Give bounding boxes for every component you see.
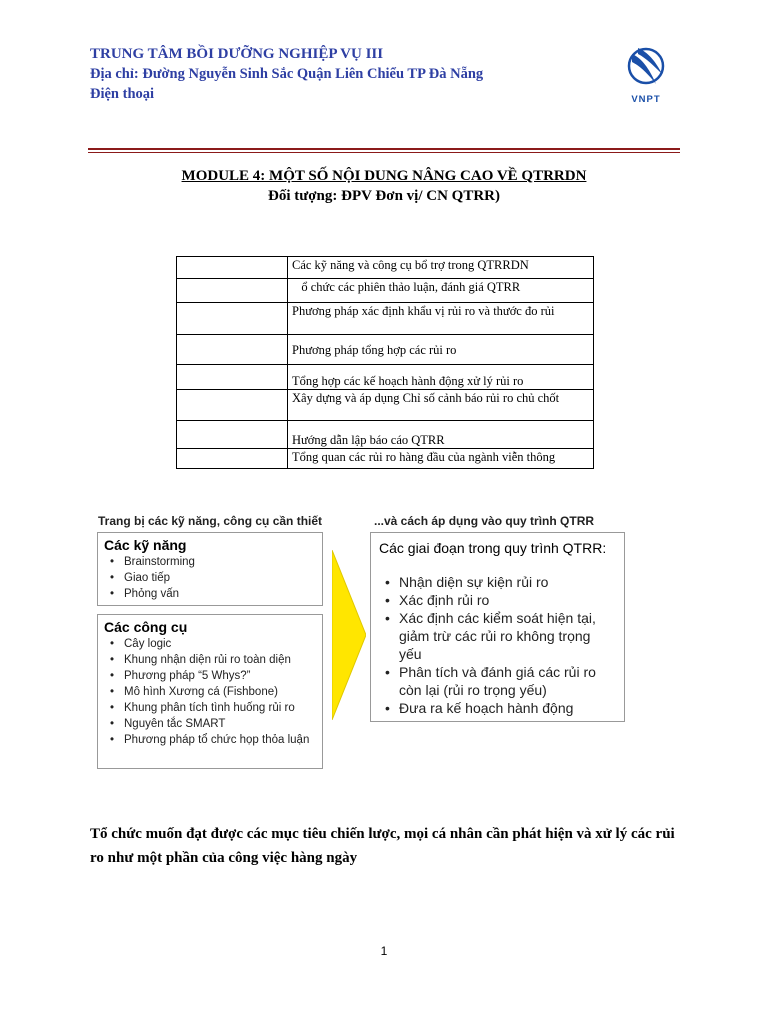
list-item: • Phỏng vấn bbox=[124, 586, 316, 602]
table-cell: Xây dựng và áp dụng Chỉ số cảnh báo rủi ro chủ chốt bbox=[288, 390, 594, 421]
table-cell bbox=[177, 279, 288, 303]
org-phone: Điện thoại bbox=[90, 86, 155, 102]
list-item: • Phân tích và đánh giá các rủi ro còn lại (rủi ro trọng yếu) bbox=[399, 663, 616, 699]
table-cell: Phương pháp xác định khẩu vị rủi ro và thước đo rủi bbox=[288, 303, 594, 335]
list-item: • Khung nhận diện rủi ro toàn diện bbox=[124, 652, 316, 668]
vnpt-logo-icon bbox=[626, 44, 666, 88]
document-header bbox=[90, 44, 610, 104]
table-cell: Tổng hợp các kế hoạch hành động xử lý rủi ro bbox=[288, 365, 594, 390]
list-item: • Phương pháp tổ chức họp thỏa luận bbox=[124, 732, 314, 748]
process-lead: Các giai đoạn trong quy trình QTRR: bbox=[379, 540, 607, 556]
list-item: • Khung phân tích tình huống rủi ro bbox=[124, 700, 316, 716]
table-row bbox=[177, 257, 594, 279]
header-rule-thin bbox=[88, 152, 680, 153]
header-rule bbox=[88, 148, 680, 150]
table-cell: Hướng dẫn lập báo cáo QTRR bbox=[288, 421, 594, 449]
tools-title: Các công cụ bbox=[104, 619, 188, 635]
table-cell bbox=[177, 449, 288, 469]
table-cell bbox=[177, 303, 288, 335]
table-cell: Phương pháp tổng hợp các rủi ro bbox=[288, 335, 594, 365]
audience-line: Đối tượng: ĐPV Đơn vị/ CN QTRR) bbox=[267, 188, 500, 204]
list-item: • Giao tiếp bbox=[124, 570, 316, 586]
table-row bbox=[177, 421, 594, 449]
vnpt-logo bbox=[626, 44, 666, 104]
logo-text: VNPT bbox=[631, 94, 661, 105]
module-table bbox=[176, 256, 594, 469]
list-item: • Xác định rủi ro bbox=[399, 591, 616, 609]
right-caption: ...và cách áp dụng vào quy trình QTRR bbox=[374, 514, 595, 528]
table-cell bbox=[177, 335, 288, 365]
table-row bbox=[177, 365, 594, 390]
left-caption: Trang bị các kỹ năng, công cụ cần thiết bbox=[98, 514, 323, 528]
list-item: • Đưa ra kế hoạch hành động bbox=[399, 699, 616, 717]
table-row bbox=[177, 390, 594, 421]
org-address: Địa chỉ: Đường Nguyễn Sinh Sắc Quận Liên Chiểu TP Đà Nẵng bbox=[90, 66, 484, 82]
closing-statement: Tổ chức muốn đạt được các mục tiêu chiến lược, mọi cá nhân cần phát hiện và xử lý các rủi ro như một phần của công việc hàng ngày bbox=[90, 826, 675, 866]
list-item: • Brainstorming bbox=[124, 554, 316, 570]
table-cell: Tổng quan các rủi ro hàng đầu của ngành viễn thông bbox=[288, 449, 594, 469]
table-cell: Các kỹ năng và công cụ bổ trợ trong QTRRDN bbox=[288, 257, 594, 279]
table-cell: ổ chức các phiên thảo luận, đánh giá QTRR bbox=[288, 279, 594, 303]
page-number: 1 bbox=[380, 944, 388, 958]
skills-list bbox=[104, 554, 316, 602]
org-name: TRUNG TÂM BỒI DƯỠNG NGHIỆP VỤ III bbox=[90, 46, 384, 62]
process-box bbox=[370, 532, 625, 722]
table-cell bbox=[177, 365, 288, 390]
skills-title: Các kỹ năng bbox=[104, 537, 187, 553]
tools-list bbox=[104, 636, 316, 748]
chevron-arrow-icon bbox=[332, 550, 366, 720]
table-row bbox=[177, 449, 594, 469]
list-item: • Nguyên tắc SMART bbox=[124, 716, 316, 732]
process-list bbox=[379, 573, 616, 717]
list-item: • Xác định các kiểm soát hiện tại, giảm trừ các rủi ro không trọng yếu bbox=[399, 609, 616, 663]
list-item: • Nhận diện sự kiện rủi ro bbox=[399, 573, 616, 591]
table-cell bbox=[177, 421, 288, 449]
module-title: MODULE 4: MỘT SỐ NỘI DUNG NÂNG CAO VỀ QTRRDN bbox=[181, 168, 587, 184]
table-row bbox=[177, 303, 594, 335]
table-cell bbox=[177, 390, 288, 421]
table-row bbox=[177, 335, 594, 365]
list-item: • Phương pháp “5 Whys?” bbox=[124, 668, 316, 684]
list-item: • Mô hình Xương cá (Fishbone) bbox=[124, 684, 316, 700]
tools-box bbox=[97, 614, 323, 769]
table-cell bbox=[177, 257, 288, 279]
table-row bbox=[177, 279, 594, 303]
skills-box bbox=[97, 532, 323, 606]
list-item: • Cây logic bbox=[124, 636, 316, 652]
